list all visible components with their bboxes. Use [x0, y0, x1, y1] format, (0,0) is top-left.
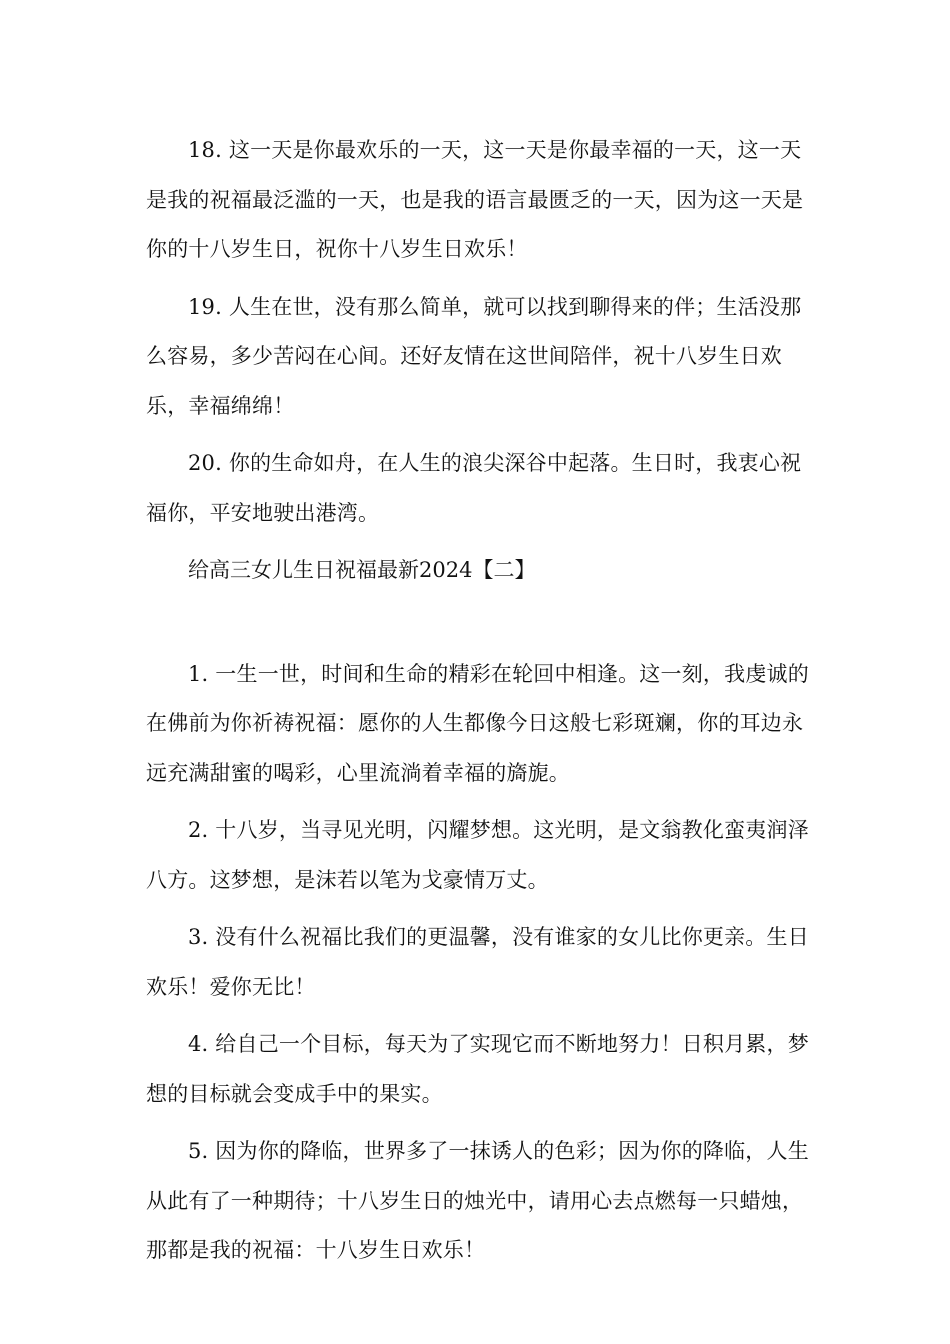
document-body — [146, 126, 822, 1284]
paragraph-item-19: 19. 人生在世，没有那么简单，就可以找到聊得来的伴；生活没那么容易，多少苦闷在心间。还好友情在这世间陪伴，祝十八岁生日欢乐，幸福绵绵！ — [146, 294, 802, 418]
paragraph-item-18: 18. 这一天是你最欢乐的一天，这一天是你最幸福的一天，这一天是我的祝福最泛滥的一天，也是我的语言最匮乏的一天，因为这一天是你的十八岁生日，祝你十八岁生日欢乐！ — [146, 138, 804, 261]
paragraph-item-3: 3. 没有什么祝福比我们的更温馨，没有谁家的女儿比你更亲。生日欢乐！爱你无比！ — [146, 925, 809, 999]
section-heading: 给高三女儿生日祝福最新2024【二】 — [188, 558, 536, 582]
paragraph-item-2: 2. 十八岁，当寻见光明，闪耀梦想。这光明，是文翁教化蛮夷润泽八方。这梦想，是沫若以笔为戈豪情万丈。 — [146, 818, 809, 892]
paragraph-item-5: 5. 因为你的降临，世界多了一抹诱人的色彩；因为你的降临，人生从此有了一种期待；十八岁生日的烛光中，请用心去点燃每一只蜡烛，那都是我的祝福：十八岁生日欢乐！ — [146, 1139, 809, 1262]
paragraph-item-1: 1. 一生一世，时间和生命的精彩在轮回中相逢。这一刻，我虔诚的在佛前为你祈祷祝福：愿你的人生都像今日这般七彩斑斓，你的耳边永远充满甜蜜的喝彩，心里流淌着幸福的旖旎。 — [146, 661, 809, 785]
paragraph-item-4: 4. 给自己一个目标，每天为了实现它而不断地努力！日积月累，梦想的目标就会变成手中的果实。 — [146, 1032, 809, 1106]
paragraph-item-20: 20. 你的生命如舟，在人生的浪尖深谷中起落。生日时，我衷心祝福你，平安地驶出港湾。 — [146, 451, 802, 525]
